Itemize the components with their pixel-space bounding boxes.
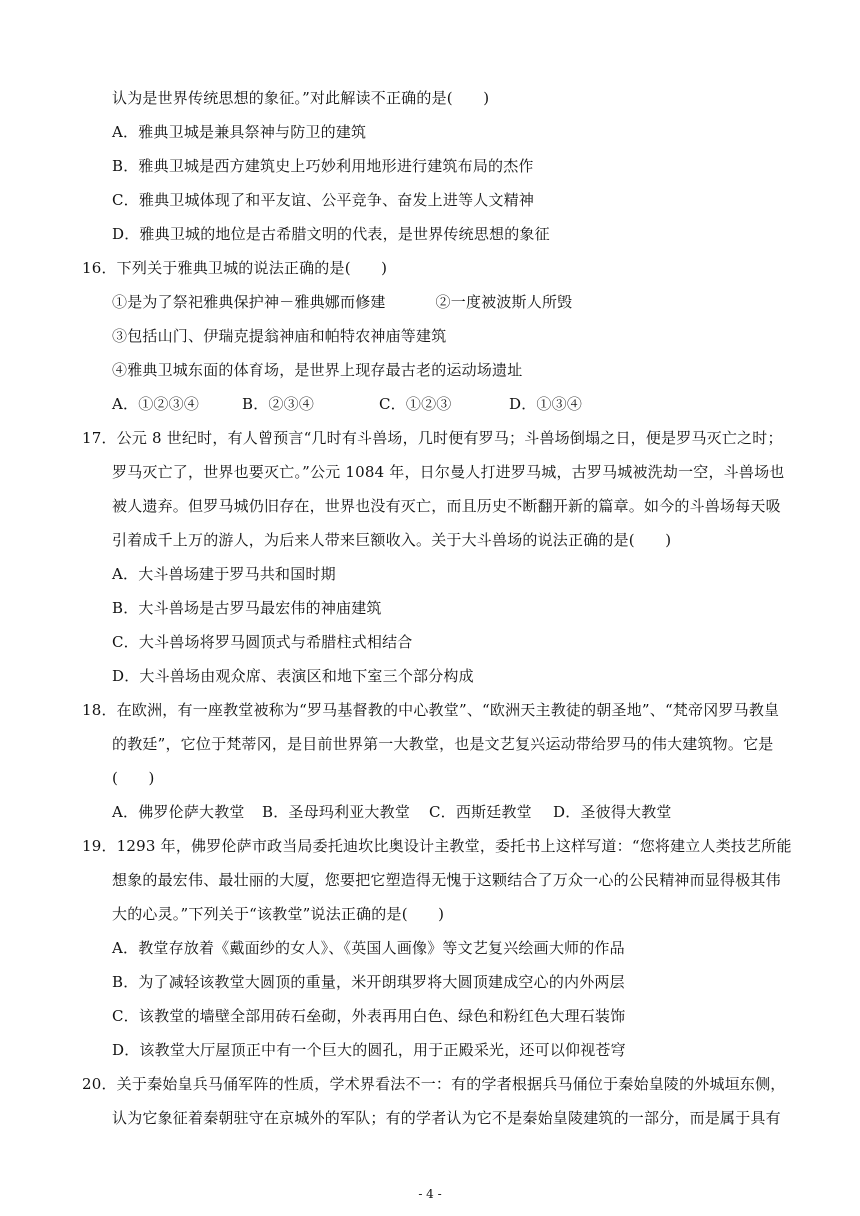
q18-stem-line1: 18．在欧洲，有一座教堂被称为“罗马基督教的中心教堂”、“欧洲天主教徒的朝圣地”、“梵帝冈罗马教皇 xyxy=(82,701,780,719)
q17-stem-line2: 罗马灭亡了，世界也要灭亡。”公元 1084 年，日尔曼人打进罗马城，古罗马城被洗劫一空，斗兽场也 xyxy=(112,463,785,481)
q18-options-row xyxy=(112,802,672,822)
q15-option-b: B．雅典卫城是西方建筑史上巧妙利用地形进行建筑布局的杰作 xyxy=(112,157,534,175)
q16-statements-row1 xyxy=(112,292,572,312)
q16-option-d: D．①③④ xyxy=(509,395,583,413)
q16-statement-1: ①是为了祭祀雅典保护神－雅典娜而修建 xyxy=(112,293,386,311)
q18-option-a: A．佛罗伦萨大教堂 xyxy=(112,803,245,821)
q15-option-c: C．雅典卫城体现了和平友谊、公平竞争、奋发上进等人文精神 xyxy=(112,191,535,209)
q16-statement-2: ②一度被波斯人所毁 xyxy=(435,293,573,311)
page-number: - 4 - xyxy=(418,1187,442,1201)
q18-stem-line3: ( ) xyxy=(112,769,155,787)
q15-stem-tail: 认为是世界传统思想的象征。”对此解读不正确的是( ) xyxy=(112,89,490,107)
q20-stem-line2: 认为它象征着秦朝驻守在京城外的军队；有的学者认为它不是秦始皇陵建筑的一部分，而是属于具有 xyxy=(112,1109,781,1127)
q16-option-c: C．①②③ xyxy=(379,395,452,413)
q17-stem-line3: 被人遗弃。但罗马城仍旧存在，世界也没有灭亡，而且历史不断翻开新的篇章。如今的斗兽场每天吸 xyxy=(112,497,781,515)
q19-stem-line2: 想象的最宏伟、最壮丽的大厦，您要把它塑造得无愧于这颗结合了万众一心的公民精神而显得极其伟 xyxy=(112,871,781,889)
q17-stem-line4: 引着成千上万的游人，为后来人带来巨额收入。关于大斗兽场的说法正确的是( ) xyxy=(112,531,672,549)
q19-stem-line1: 19．1293 年，佛罗伦萨市政当局委托迪坎比奥设计主教堂，委托书上这样写道：“您将建立人类技艺所能 xyxy=(82,837,792,855)
q19-option-c: C．该教堂的墙壁全部用砖石垒砌，外表再用白色、绿色和粉红色大理石装饰 xyxy=(112,1007,626,1025)
q18-option-b: B．圣母玛利亚大教堂 xyxy=(262,803,411,821)
q16-statement-4: ④雅典卫城东面的体育场，是世界上现存最古老的运动场遗址 xyxy=(112,361,523,379)
q19-stem-line3: 大的心灵。”下列关于“该教堂”说法正确的是( ) xyxy=(112,905,445,923)
q16-option-a: A．①②③④ xyxy=(112,395,200,413)
q18-stem-line2: 的教廷”，它位于梵蒂冈，是目前世界第一大教堂，也是文艺复兴运动带给罗马的伟大建筑物。它是 xyxy=(112,735,774,753)
q16-stem: 16．下列关于雅典卫城的说法正确的是( ) xyxy=(82,259,388,277)
q18-option-d: D．圣彼得大教堂 xyxy=(553,803,672,821)
q16-statement-3: ③包括山门、伊瑞克提翁神庙和帕特农神庙等建筑 xyxy=(112,327,447,345)
q18-option-c: C．西斯廷教堂 xyxy=(429,803,532,821)
q15-option-d: D．雅典卫城的地位是古希腊文明的代表，是世界传统思想的象征 xyxy=(112,225,550,243)
q17-option-b: B．大斗兽场是古罗马最宏伟的神庙建筑 xyxy=(112,599,382,617)
q19-option-a: A．教堂存放着《戴面纱的女人》、《英国人画像》等文艺复兴绘画大师的作品 xyxy=(112,939,625,957)
q17-stem-line1: 17．公元 8 世纪时，有人曾预言“几时有斗兽场，几时便有罗马；斗兽场倒塌之日，便是罗马灭亡之时； xyxy=(82,429,783,447)
q16-options-row xyxy=(112,394,582,414)
q15-option-a: A．雅典卫城是兼具祭神与防卫的建筑 xyxy=(112,123,367,141)
q16-option-b: B．②③④ xyxy=(242,395,315,413)
q17-option-a: A．大斗兽场建于罗马共和国时期 xyxy=(112,565,336,583)
q20-stem-line1: 20．关于秦始皇兵马俑军阵的性质，学术界看法不一：有的学者根据兵马俑位于秦始皇陵的外城垣东侧， xyxy=(82,1075,786,1093)
q17-option-d: D．大斗兽场由观众席、表演区和地下室三个部分构成 xyxy=(112,667,474,685)
q19-option-d: D．该教堂大厅屋顶正中有一个巨大的圆孔，用于正殿采光，还可以仰视苍穹 xyxy=(112,1041,626,1059)
q19-option-b: B．为了减轻该教堂大圆顶的重量，米开朗琪罗将大圆顶建成空心的内外两层 xyxy=(112,973,625,991)
q17-option-c: C．大斗兽场将罗马圆顶式与希腊柱式相结合 xyxy=(112,633,413,651)
